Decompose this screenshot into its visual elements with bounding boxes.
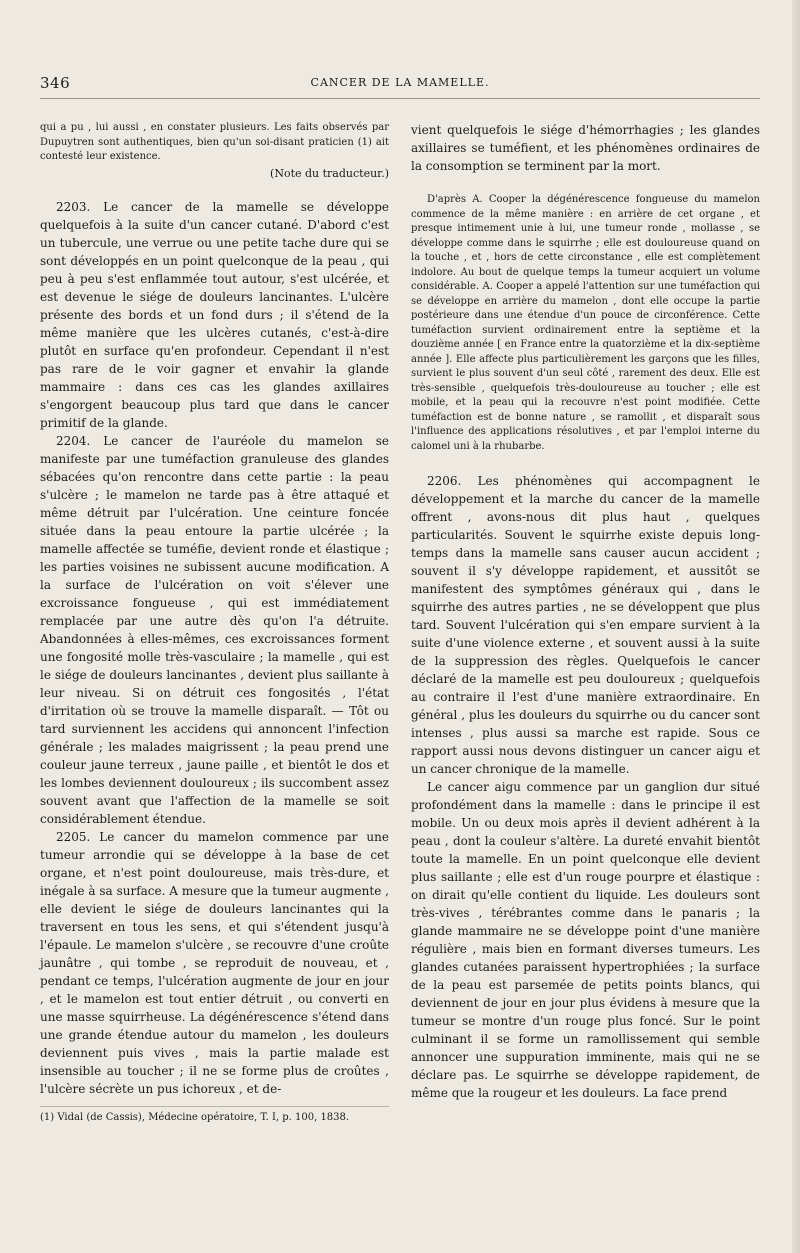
footnote: (1) Vidal (de Cassis), Médecine opératoire, T. I, p. 100, 1838. [40,1106,389,1125]
section-2204: 2204. Le cancer de l'auréole du mamelon se manifeste par une tuméfaction granuleuse des glandes sébacées qu'on rencontre dans cette partie : la peau s'ulcère ; le mamelon ne tarde pas à être attaqué et même détruit par l'ulcération. Une ceinture foncée située dans la peau entoure la partie ulcérée ; la mamelle affectée se tuméfie, devient ronde et élastique ; les parties voisines ne subissent aucune modification. A la surface de l'ulcération on voit s'élever une excroissance fongueuse , qui est immédiatement remplacée par une autre dès qu'on l'a détruite. Abandonnées à elles-mêmes, ces excroissances forment une fongosité molle très-vasculaire ; la mamelle , qui est le siége de douleurs lancinantes , devient plus saillante à leur niveau. Si on détruit ces fongosités , l'état d'irritation où se trouve la mamelle disparaît. — Tôt ou tard surviennent les accidens qui annoncent l'infection générale ; les malades maigrissent ; la peau prend une couleur jaune terreux , jaune paille , et bientôt le dos et les lombes deviennent douloureux ; ils succombent assez souvent avant que l'affection de la mamelle se soit considérablement étendue. [40,433,389,826]
page-edge [792,0,800,1253]
page-header [40,70,760,99]
running-head: CANCER DE LA MAMELLE. [310,76,490,89]
acute-cancer-paragraph: Le cancer aigu commence par un ganglion dur situé profondément dans la mamelle : dans le principe il est mobile. Un ou deux mois après il devient adhérent à la peau , dont la couleur s'altère. La dureté envahit bientôt toute la mamelle. En un point quelconque elle devient plus saillante ; elle est d'un rouge pourpre et élastique : on dirait qu'elle contient du liquide. Les douleurs sont très-vives , térébrantes comme dans le panaris ; la glande mammaire ne se développe point d'une manière régulière , mais bien en formant diverses tumeurs. Les glandes cutanées paraissent hypertrophiées ; la surface de la peau est parsemée de petits points blancs, qui deviennent de jour en jour plus évidens à mesure que la tumeur se montre d'un rouge plus foncé. Sur le point culminant il se forme un ramollissement qui semble annoncer une suppuration imminente, mais qui ne se déclare pas. Le squirrhe se développe rapidement, de même que la rougeur et les douleurs. La face prend [411,780,760,1100]
section-2205: 2205. Le cancer du mamelon commence par une tumeur arrondie qui se développe à la base de cet organe, et n'est point douloureuse, mais très-dure, et inégale à sa surface. A mesure que la tumeur augmente , elle devient le siége de douleurs lancinantes qui la traversent en tous les sens, et qui s'étendent jusqu'à l'épaule. Le mamelon s'ulcère , se recouvre d'une croûte jaunâtre , qui tombe , se reproduit de nouveau, et , pendant ce temps, l'ulcération augmente de jour en jour , et le mamelon est tout entier détruit , ou converti en une masse squirrheuse. La dégénérescence s'étend dans une grande étendue autour du mamelon , les douleurs deviennent puis vives , mais la partie malade est insensible au toucher ; il ne se forme plus de croûtes , l'ulcère sécrète un pus ichoreux , et de- [40,829,389,1096]
continued-paragraph: vient quelquefois le siége d'hémorrhagies ; les glandes axillaires se tuméfient, et les phénomènes ordinaires de la consomption se terminent par la mort. [411,123,760,173]
left-column [40,121,389,1124]
right-column [411,121,760,1124]
intro-paragraph: qui a pu , lui aussi , en constater plusieurs. Les faits observés par Dupuytren sont authentiques, bien qu'un soi-disant praticien (1) ait contesté leur existence. [40,122,389,162]
translator-note: (Note du traducteur.) [270,166,389,180]
two-column-text [40,121,760,1124]
cooper-note: D'après A. Cooper la dégénérescence fongueuse du mamelon commence de la même manière : en arrière de cet organe , et presque intimement unie à lui, une tumeur ronde , mollasse , se développe comme dans le squirrhe ; elle est douloureuse quand on la touche , et , hors de cette circonstance , elle est complètement indolore. Au bout de quelque temps la tumeur acquiert un volume considérable. A. Cooper a appelé l'attention sur une tuméfaction qui se développe en arrière du mamelon , dont elle occupe la partie postérieure dans une étendue d'un pouce de circonférence. Cette tuméfaction survient ordinairement entre la septième et la douzième année [ en France entre la quatorzième et la dix-septième année ]. Elle affecte plus particulièrement les garçons que les filles, survient le plus souvent d'un seul côté , rarement des deux. Elle est très-sensible , quelquefois très-douloureuse au toucher ; elle est mobile, et la peau qui la recouvre n'est point modifiée. Cette tuméfaction est de bonne nature , se ramollit , et disparaît sous l'influence des applications résolutives , et par l'emploi interne du calomel uni à la rhubarbe. [411,194,760,452]
section-2203: 2203. Le cancer de la mamelle se développe quelquefois à la suite d'un cancer cutané. D'abord c'est un tubercule, une verrue ou une petite tache dure qui se sont développés en un point quelconque de la peau , qui peu à peu s'est enflammée tout autour, s'est ulcérée, et est devenue le siége de douleurs lancinantes. L'ulcère présente des bords et un fond durs ; il s'étend de la même manière que les ulcères cutanés, c'est-à-dire plutôt en surface qu'en profondeur. Cependant il n'est pas rare de le voir gagner et envahir la glande mammaire : dans ces cas les glandes axillaires s'engorgent beaucoup plus tard que dans le cancer primitif de la glande. [40,199,389,430]
page-number: 346 [40,74,71,92]
section-2206: 2206. Les phénomènes qui accompagnent le développement et la marche du cancer de la mamelle offrent , avons-nous dit plus haut , quelques particularités. Souvent le squirrhe existe depuis long-temps dans la mamelle sans causer aucun accident ; souvent il s'y développe rapidement, et aussitôt se manifestent des symptômes généraux qui , dans le squirrhe des autres parties , ne se développent que plus tard. Souvent l'ulcération qui s'en empare survient à la suite d'une violence externe , et souvent aussi à la suite de la suppression des règles. Quelquefois le cancer déclaré de la mamelle est peu douloureux ; quelquefois au contraire il l'est d'une manière extraordinaire. En général , plus les douleurs du squirrhe ou du cancer sont intenses , plus aussi sa marche est rapide. Sous ce rapport aussi nous devons distinguer un cancer aigu et un cancer chronique de la mamelle. [411,474,760,776]
